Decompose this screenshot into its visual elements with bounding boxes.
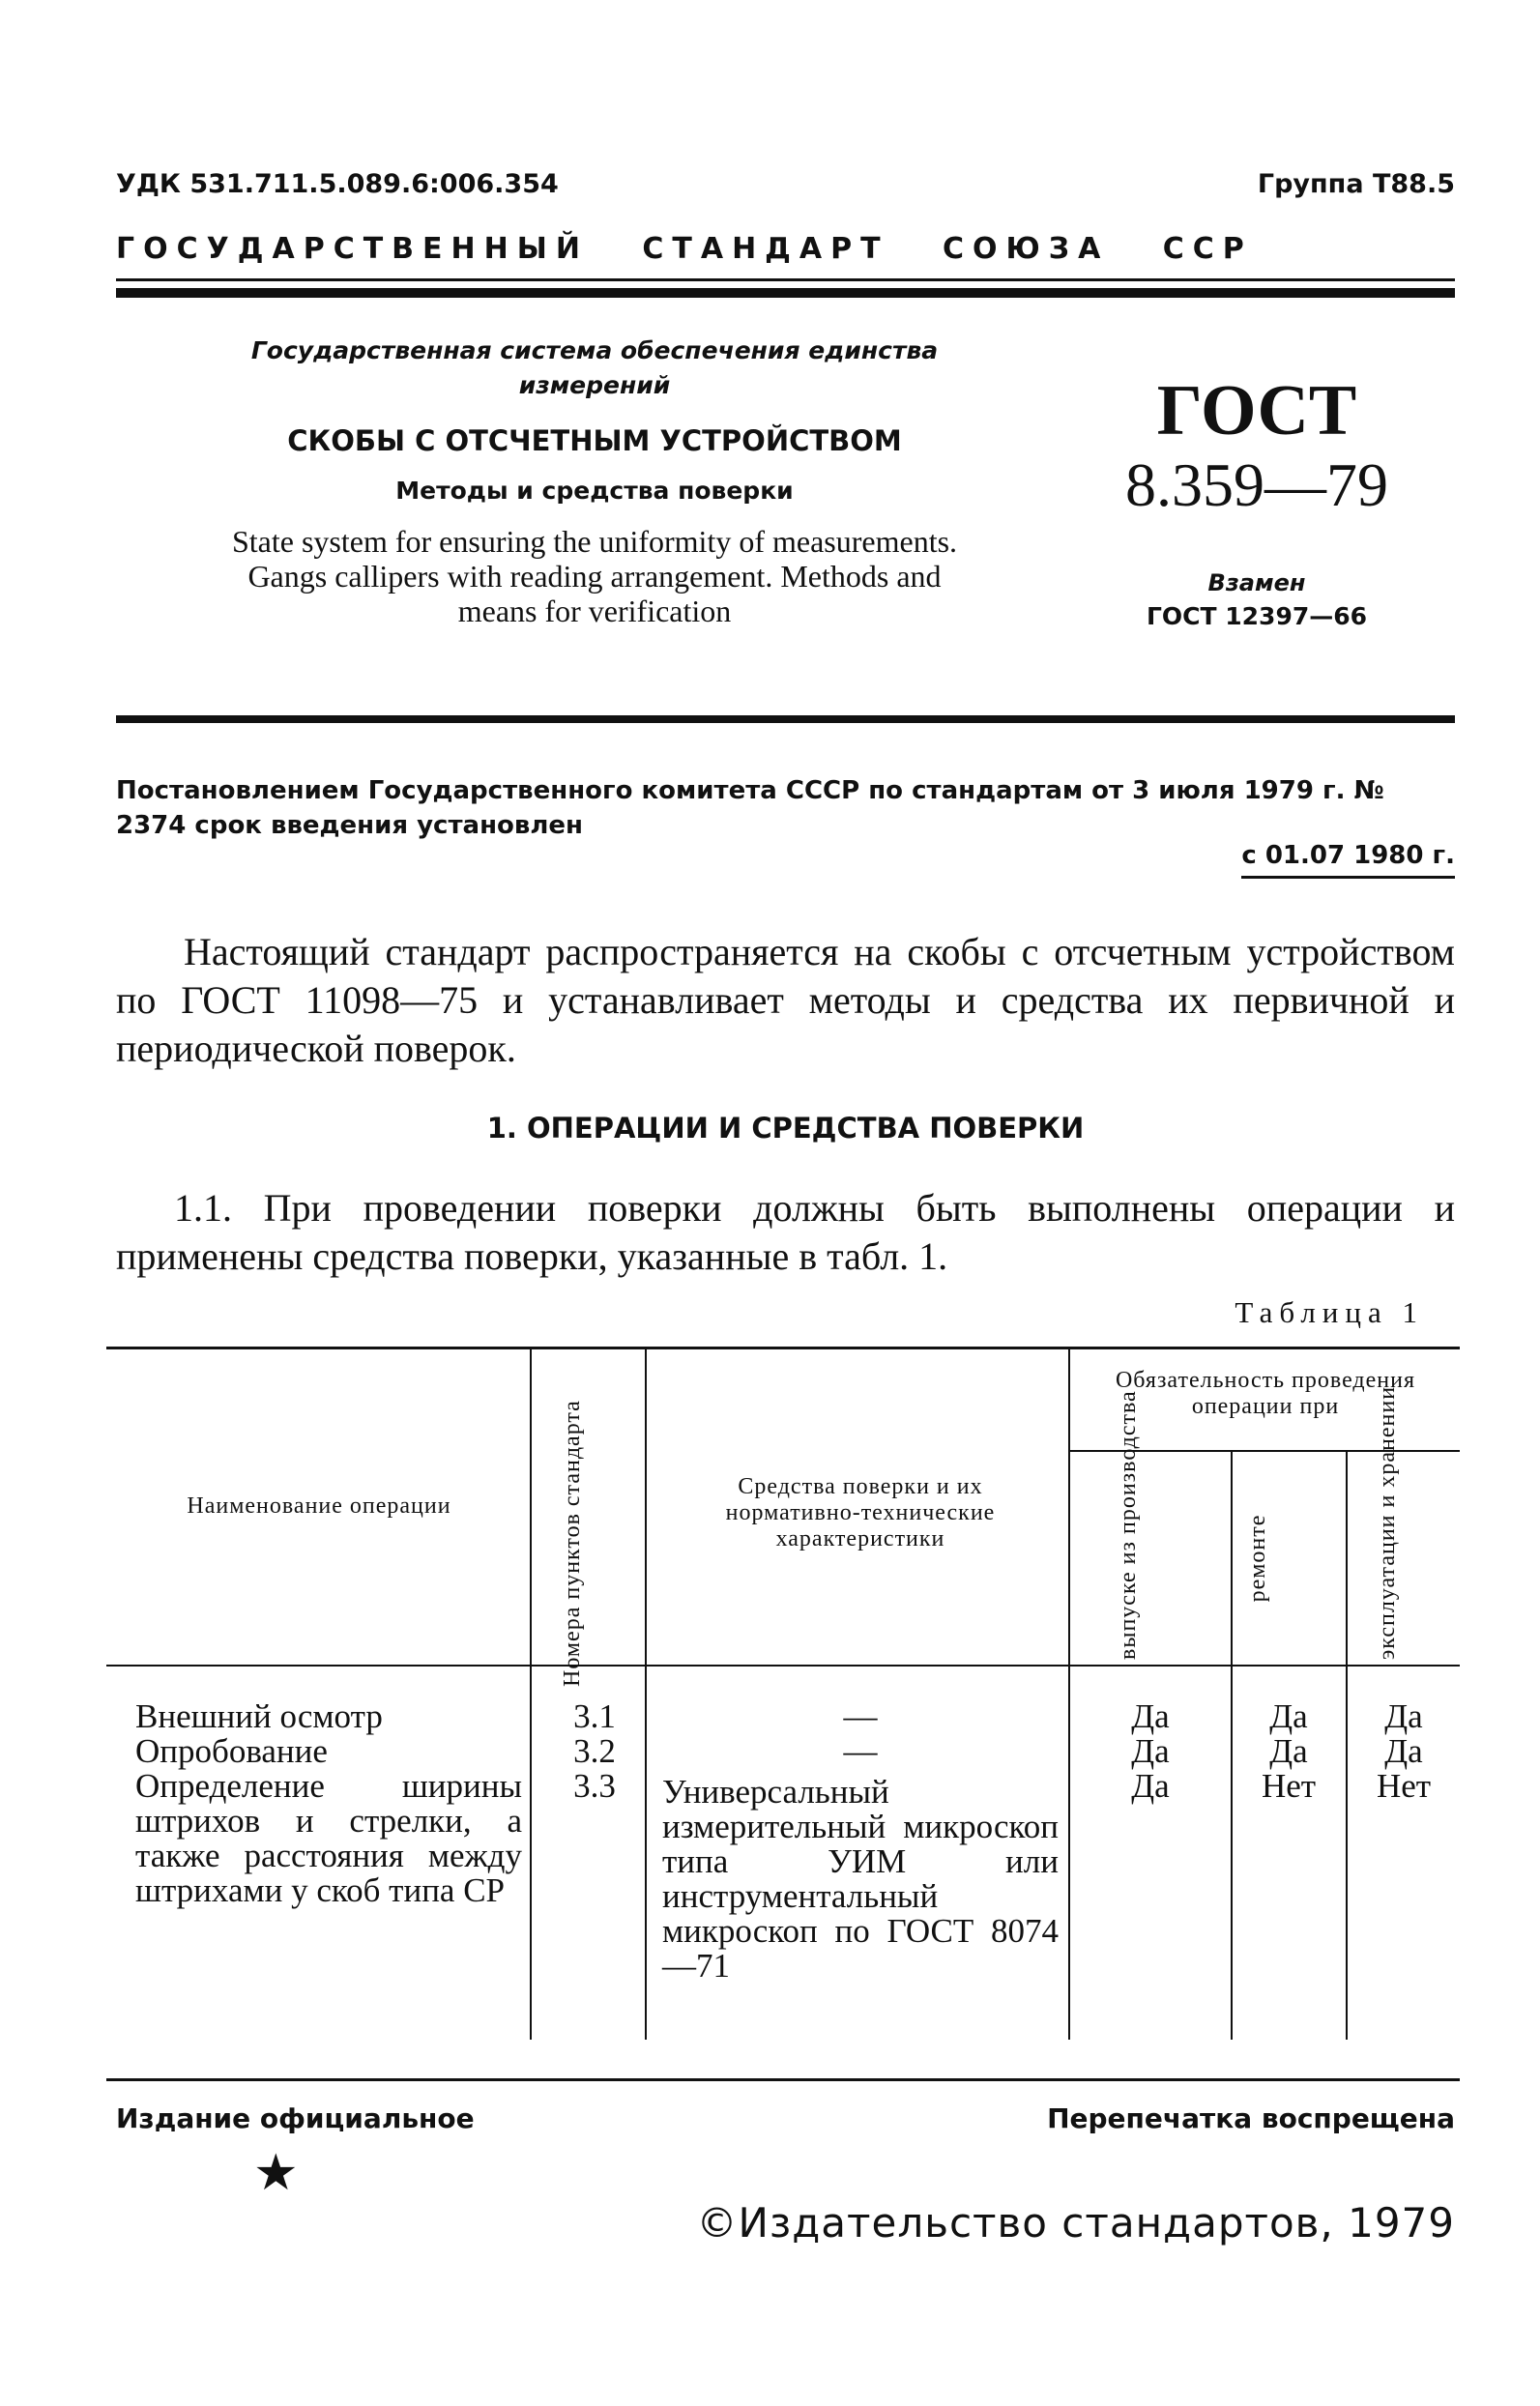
header-repair: ремонте [1245,1514,1270,1603]
header-means: Средства поверки и их нормативно-технические характеристики [725,1474,996,1551]
udk-code: УДК 531.711.5.089.6:006.354 [116,169,559,199]
table-cell-number: 3.3 [573,1767,616,1805]
system-title [184,333,1005,403]
table-cell-release: Да [1131,1732,1170,1770]
table-column-number [541,1699,648,1804]
table-column-operation [1350,1699,1458,1804]
table-cell-release: Да [1131,1697,1170,1735]
table-cell-operation: Нет [1376,1767,1432,1805]
table-divider [1068,1348,1070,2040]
star-icon: ★ [253,2144,299,2202]
table-divider [1346,1450,1348,2040]
table-cell-repair: Да [1269,1697,1308,1735]
title-block [184,333,1005,628]
gost-designation [1083,372,1431,630]
table-cell-name: Опробование [135,1732,328,1770]
section-title: 1. ОПЕРАЦИИ И СРЕДСТВА ПОВЕРКИ [486,1112,1085,1145]
table-column-name [135,1699,522,1908]
table-cell-number: 3.1 [573,1697,616,1735]
header-release: выпуске из производства [1116,1390,1141,1660]
gost-word: ГОСТ [1156,371,1357,450]
standard-name: СКОБЫ С ОТСЧЕТНЫМ УСТРОЙСТВОМ [287,424,902,457]
table-cell-operation: Да [1384,1732,1423,1770]
system-title-line1: Государственная система обеспечения единства [250,336,939,364]
table-cell-number: 3.2 [573,1732,616,1770]
reprint-prohibited: Перепечатка воспрещена [1047,2102,1455,2134]
table-cell-repair: Да [1269,1732,1308,1770]
standard-subtitle: Методы и средства поверки [395,477,794,505]
table-divider [1231,1450,1233,2040]
english-title: State system for ensuring the uniformity of measurements. Gangs callipers with reading arrangement. Methods and means for verification [231,524,958,628]
top-rule-thin [116,278,1455,281]
table-cell-means: — [843,1732,878,1770]
system-title-line2: измерений [518,371,671,399]
table-cell-means: Универсальный измерительный микроскоп типа УИМ или инструментальный микроскоп по ГОСТ 8074—71 [662,1773,1059,1985]
standard-banner: ГОСУДАРСТВЕННЫЙ СТАНДАРТ СОЮЗА ССР [116,232,1253,266]
table-cell-name: Определение ширины штрихов и стрелки, а также расстояния между штрихами у скоб типа СР [135,1767,522,1909]
table-header-rule [106,1665,1460,1667]
table-cell-means: — [843,1697,878,1735]
header-obligation: Обязательность проведения операции при [1115,1368,1416,1419]
table-column-release [1073,1699,1228,1804]
middle-rule [116,715,1455,723]
copyright: ©Издательство стандартов, 1979 [696,2199,1455,2247]
table-cell-name: Внешний осмотр [135,1697,383,1735]
gost-number: 8.359—79 [1125,450,1388,519]
section-paragraph: 1.1. При проведении поверки должны быть выполнены операции и применены средства поверки, указанные в табл. 1. [116,1186,1455,1278]
header-operation: эксплуатации и хранении [1375,1385,1400,1660]
table-divider [645,1348,647,2040]
replaces-label: Взамен [1207,569,1306,596]
top-rule-thick [116,288,1455,298]
official-edition: Издание официальное [116,2102,475,2134]
decree-text: Постановлением Государственного комитета СССР по стандартам от 3 июля 1979 г. № 2374 срок введения установлен [116,776,1384,840]
intro-paragraph: Настоящий стандарт распространяется на скобы с отсчетным устройством по ГОСТ 11098—75 и устанавливает методы и средства их первичной и периодической поверок. [116,930,1455,1070]
table-cell-release: Да [1131,1767,1170,1805]
group-code: Группа Т88.5 [1257,169,1455,199]
decree-date: с 01.07 1980 г. [1241,841,1455,879]
header-point-number: Номера пунктов стандарта [560,1400,585,1687]
header-operation-name: Наименование операции [187,1493,451,1519]
table-column-means [662,1699,1059,1984]
table-top-rule [106,1347,1460,1349]
table-column-repair [1235,1699,1343,1804]
table-cell-operation: Да [1384,1697,1423,1735]
replaces-standard: ГОСТ 12397—66 [1146,602,1368,630]
table-cell-repair: Нет [1261,1767,1317,1805]
table-label: Таблица 1 [1235,1295,1424,1329]
table-divider [530,1348,532,2040]
footer-rule [106,2078,1460,2081]
